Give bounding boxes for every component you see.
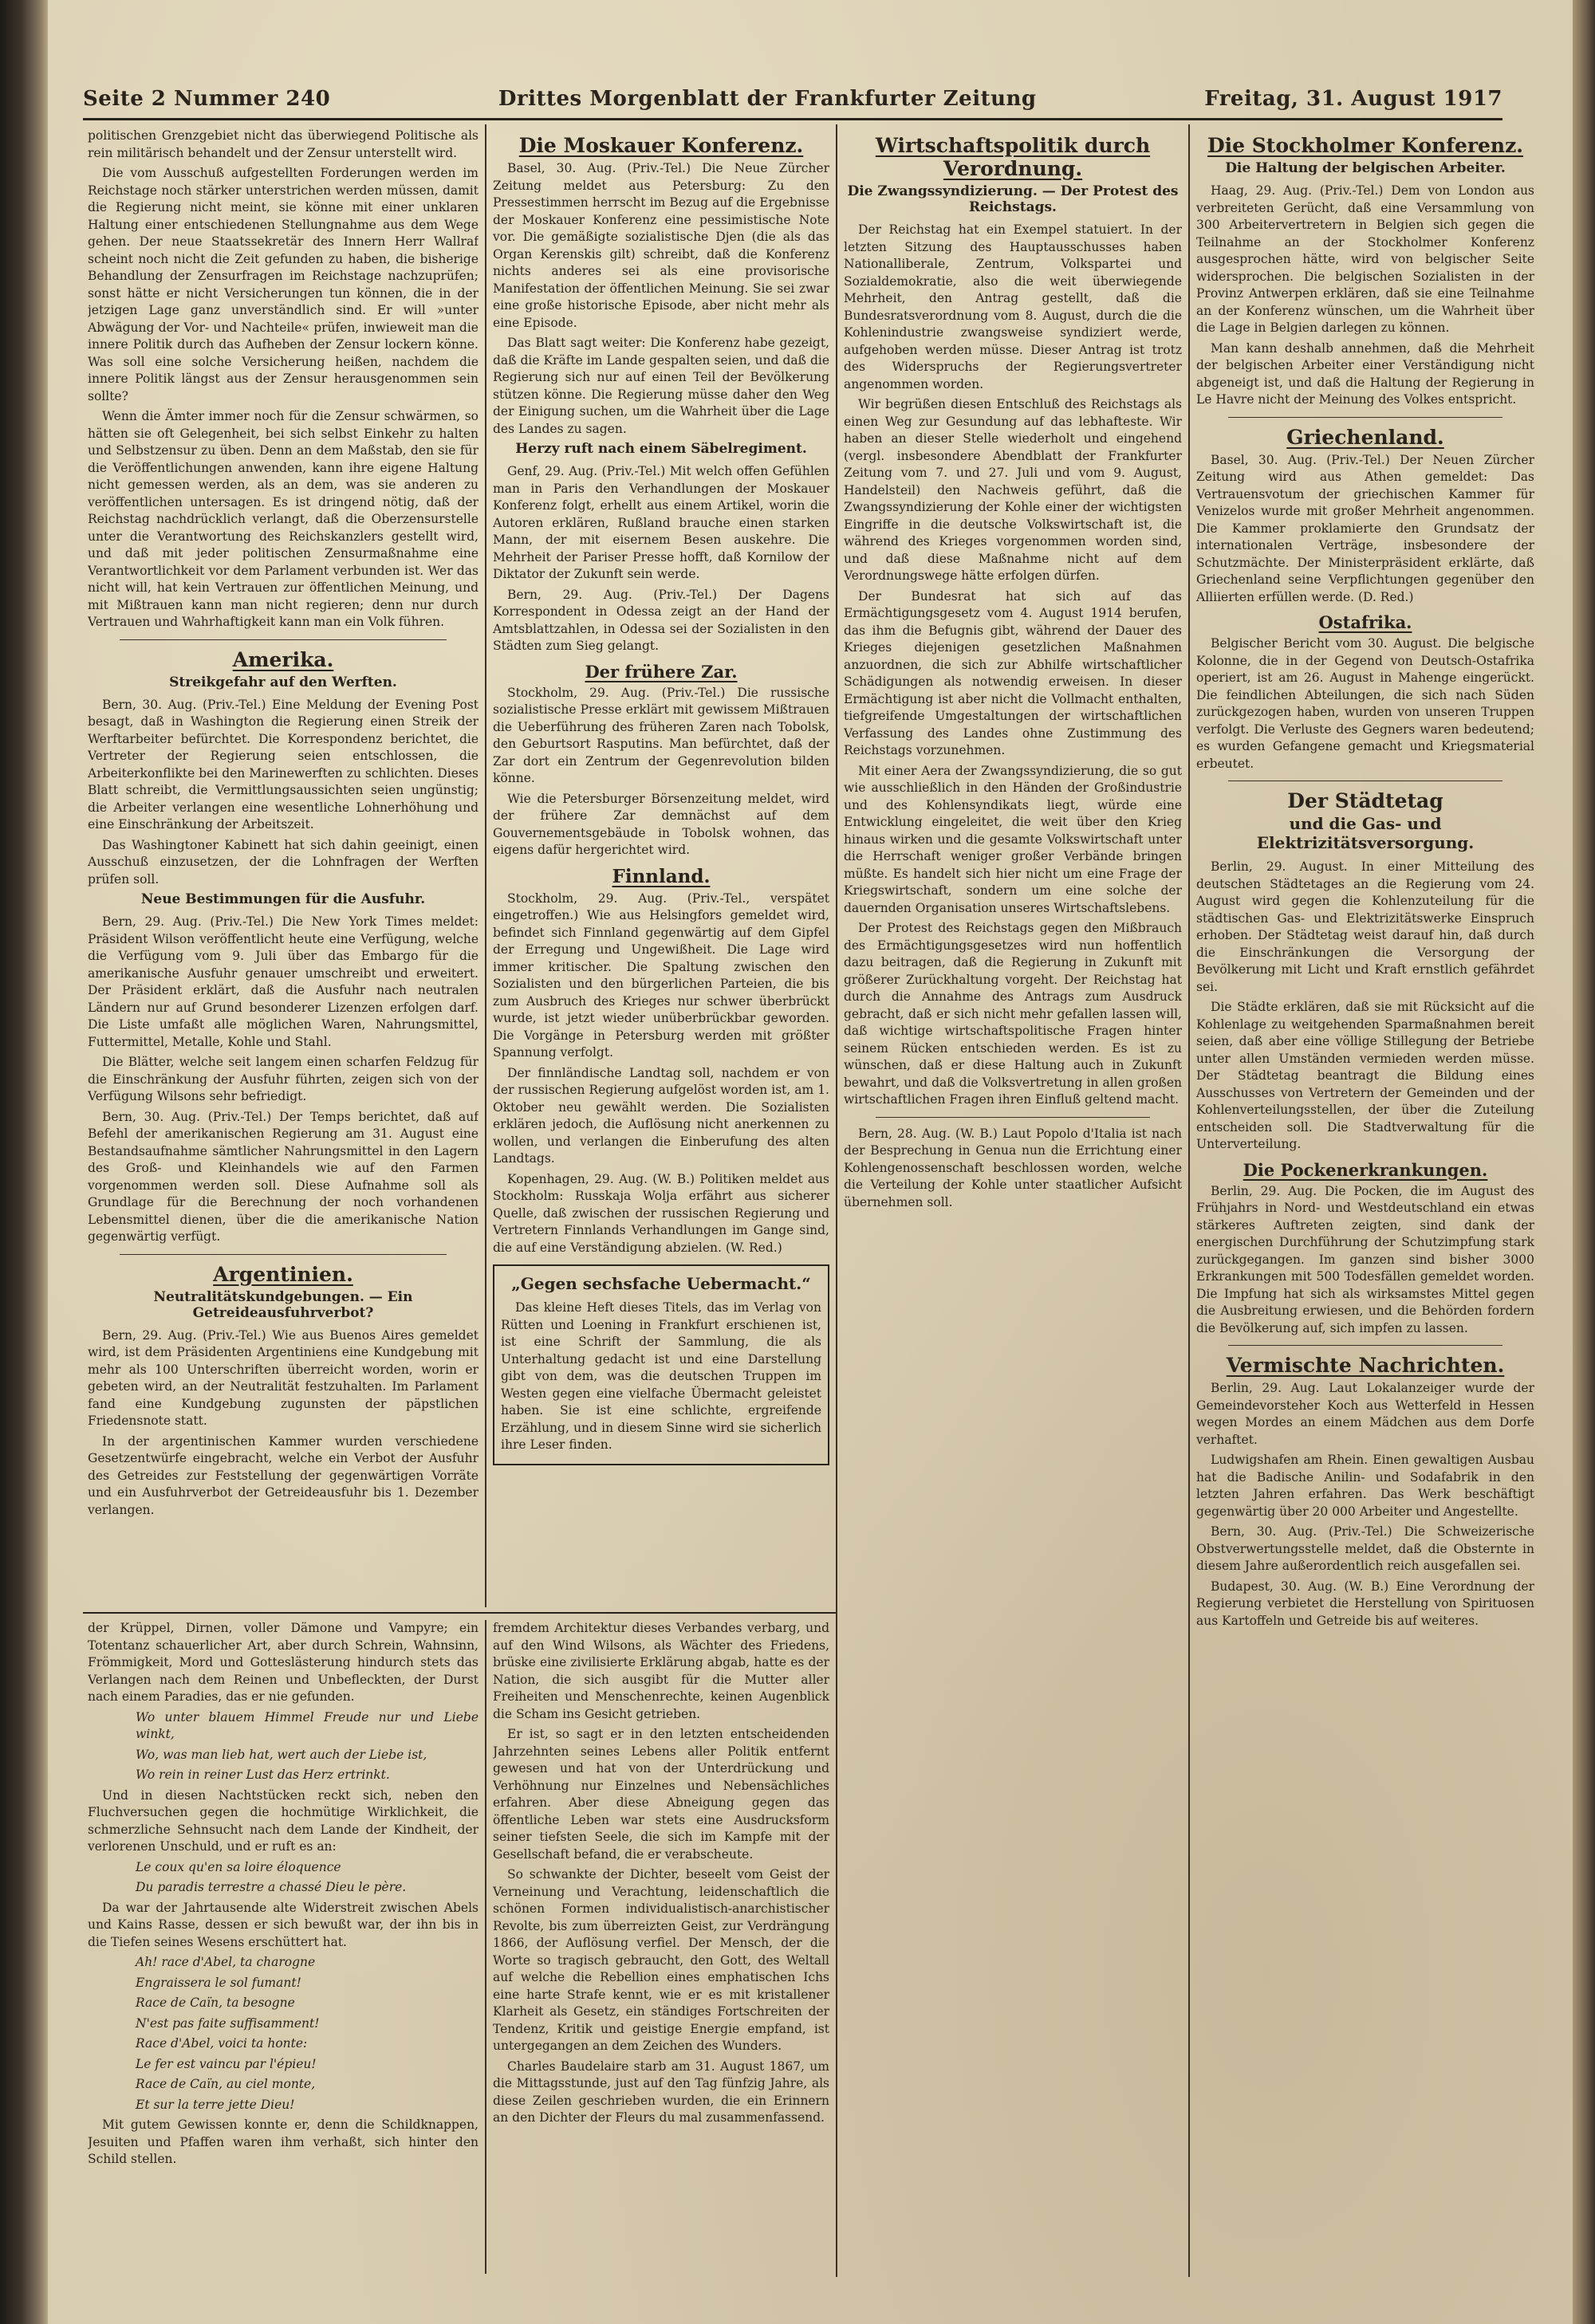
section-title-argentinien: Argentinien. (213, 1262, 353, 1286)
article-paragraph: Der Protest des Reichstags gegen den Mißbrauch des Ermächtigungsgesetzes wird nun hoffentlich dazu beitragen, daß die Regierung in Zukunft mit größerer Zurückhaltung vorgeht. Der Reichstag hat durch die Annahme des Antrags zum Ausdruck gebracht, daß er sich nicht mehr gefallen lassen will, daß wichtige wirtschaftspolitische Fragen hinter seinem Rücken entschieden werden. Es ist zu wünschen, daß er diese Haltung auch in Zukunft bewahrt, und daß die Volksvertretung in allen großen wirtschaftlichen Fragen ihren Einfluß geltend macht. (844, 921, 1182, 1107)
divider (1228, 1345, 1502, 1346)
header-rule (83, 118, 1502, 120)
article-paragraph: der Krüppel, Dirnen, voller Dämone und Vampyre; ein Totentanz schauerlicher Art, aber durch Schrein, Wahnsinn, Frömmigkeit, Mord und Gotteslästerung hindurch stets das Verlangen nach dem Reinen und Unbefleckten, der Durst nach einem Paradies, das er nie gefunden. (88, 1621, 478, 1704)
poem-line: Engraissera le sol fumant! (136, 1975, 301, 1990)
article-paragraph: Man kann deshalb annehmen, daß die Mehrheit der belgischen Arbeiter einer Verständigung nicht abgeneigt ist, und daß die Haltung der Regierung in Le Havre nicht der Meinung des Volkes entspricht. (1196, 340, 1534, 407)
article-paragraph: Die vom Ausschuß aufgestellten Forderungen werden im Reichstage noch stärker unterstrichen werden müssen, damit die Regierung nicht meint, sie könne mit einer unklaren Haltung einer entschiedenen Stellungnahme aus dem Wege gehen. Der neue Staatssekretär des Innern Herr Wallraf scheint noch nicht die Zeit gefunden zu haben, die bisherige Behandlung der Zensurfragen im Reichstage nachzuprüfen; sonst hätte er nicht Versicherungen tun können, die in der jetzigen Lage ganz unverständlich sind. Er will »unter Abwägung der Vor- und Nachteile« prüfen, inwieweit man die innere Politik durch das Aufheben der Zensur lockern könne. Was soll eine solche Versicherung heißen, nachdem die innere Politik längst aus der Zensur herausgenommen sein sollte? (88, 166, 478, 403)
column-rule (1188, 124, 1190, 2277)
subheading: Neue Bestimmungen für die Ausfuhr. (140, 891, 426, 907)
section-title-finnland: Finnland. (612, 865, 711, 887)
page-edge (1573, 0, 1595, 2324)
section-title-staedtetag: Der Städtetag (1287, 789, 1443, 812)
article-paragraph: Bern, 28. Aug. (W. B.) Laut Popolo d'Italia ist nach der Besprechung in Genua nun die Errichtung einer Kohlengenossenschaft beschlossen worden, welche die Verteilung der Kohle unter staatlicher Aufsicht übernehmen soll. (844, 1126, 1182, 1209)
divider (1228, 417, 1502, 418)
article-paragraph: Der finnländische Landtag soll, nachdem er von der russischen Regierung aufgelöst worden ist, am 1. Oktober neu gewählt werden. Die Sozialisten erklären jedoch, die Auflösung nicht anerkennen zu wollen, und verlangen die Einberufung des alten Landtags. (493, 1065, 829, 1166)
subheading: Die Haltung der belgischen Arbeiter. (1225, 160, 1506, 176)
newspaper-page (48, 0, 1573, 2324)
poem-line: Wo, was man lieb hat, wert auch der Liebe ist, (136, 1747, 427, 1762)
poem-block (88, 1859, 478, 1897)
article-paragraph: Bern, 29. Aug. (Priv.-Tel.) Die New York Times meldet: Präsident Wilson veröffentlicht heute eine Verfügung, welche die Verfügung vom 9. Juli über das Embargo für die amerikanische Ausfuhr genauer umschreibt und erweitert. Der Präsident erklärt, daß die Ausfuhr nach neutralen Ländern nur auf Grund besonderer Lizenzen erfolgen darf. Die Liste umfaßt alle möglichen Waren, Nahrungsmittel, Futtermittel, Metalle, Kohle und Stahl. (88, 914, 478, 1049)
poem-line: Le coux qu'en sa loire éloquence (136, 1859, 341, 1874)
poem-block (88, 1954, 478, 2114)
article-paragraph: So schwankte der Dichter, beseelt vom Geist der Verneinung und Verachtung, leidenschaftlich die schönen Formen individualistisch-anarchistischer Revolte, bis zum überreizten Geist, zur Verdrängung 1866, der Auflösung verfiel. Der Mensch, der die Worte so tragisch gebraucht, den Gott, des Weltall auf welche die Rebellion eines emphatischen Ichs eine harte Strafe kennt, wie er es mit kristallener Klarheit als Gesetz, ein ständiges Fortschreiten der Tendenz, Kritik und geistige Energie empfand, ist untergegangen an dem Zeichen des Wunders. (493, 1867, 829, 2053)
column-3 (844, 128, 1182, 2280)
article-paragraph: Und in diesen Nachtstücken reckt sich, neben den Fluchversuchen gegen die hochmütige Wirklichkeit, die schmerzliche Sehnsucht nach dem Lande der Kindheit, der verlorenen Unschuld, und er ruft es an: (88, 1787, 478, 1854)
article-paragraph: Belgischer Bericht vom 30. August. Die belgische Kolonne, die in der Gegend von Deutsch-Ostafrika operiert, ist am 26. August in Mahenge eingerückt. Die feindlichen Abteilungen, die sich nach Süden zurückgezogen haben, wurden von unseren Truppen verfolgt. Die Verluste des Gegners waren bedeutend; es wurden Gefangene gemacht und Kriegsmaterial erbeutet. (1196, 636, 1534, 771)
article-paragraph: Bern, 30. Aug. (Priv.-Tel.) Eine Meldung der Evening Post besagt, daß in Washington die Regierung einen Streik der Werftarbeiter befürchtet. Die Korrespondenz berichtet, die Vertreter der Regierung seien entschlossen, die Arbeiterkonflikte bei den Marinewerften zu schlichten. Dieses Blatt schreibt, die Vermittlungsaussichten seien ungünstig; die Arbeiter verlangen eine wesentliche Lohnerhöhung und eine Einschränkung der Arbeitszeit. (88, 697, 478, 832)
article-paragraph: Mit gutem Gewissen konnte er, denn die Schildknappen, Jesuiten und Pfaffen waren ihm verhaßt, sich hinter den Schild stellen. (88, 2118, 478, 2166)
article-paragraph: fremdem Architektur dieses Verbandes verbarg, und auf den Wind Wilsons, als Wächter des Friedens, brüske eine zivilisierte Erklärung abgab, hatte es der Nation, die sich ausgibt für die Mutter aller Freiheiten und Menschenrechte, keinen Augenblick die Scham ins Gesicht getrieben. (493, 1621, 829, 1721)
article-paragraph: Stockholm, 29. Aug. (Priv.-Tel.) Die russische sozialistische Presse erklärt mit gewissem Mißtrauen die Ueberführung des früheren Zaren nach Tobolsk, den Geburtsort Rasputins. Man befürchtet, daß der Zar dort ein Zentrum der Gegenrevolution bilden könne. (493, 685, 829, 785)
article-paragraph: Charles Baudelaire starb am 31. August 1867, um die Mittagsstunde, just auf den Tag fünfzig Jahre, als diese Zeilen geschrieben wurden, die ein Erinnern an den Dichter der Fleurs du mal zusammenfassend. (493, 2059, 829, 2125)
article-paragraph: Die Blätter, welche seit langem einen scharfen Feldzug für die Einschränkung der Ausfuhr führten, zeigen sich von der Verfügung Wilsons sehr befriedigt. (88, 1055, 478, 1103)
page-header (83, 83, 1502, 115)
article-paragraph: Haag, 29. Aug. (Priv.-Tel.) Dem von London aus verbreiteten Gerücht, daß eine Versammlung von 300 Arbeitervertretern in Belgien sich gegen die Teilnahme an der Stockholmer Konferenz ausgesprochen hätte, wird von belgischer Seite widersprochen. Die belgischen Sozialisten in der Provinz Antwerpen erklären, daß sie eine Teilnahme an der Konferenz wünschen, um die Wahrheit über die Lage in Belgien darlegen zu können. (1196, 183, 1534, 335)
article-paragraph: Genf, 29. Aug. (Priv.-Tel.) Mit welch offen Gefühlen man in Paris den Verhandlungen der Moskauer Konferenz folgt, erhellt aus einem Artikel, worin die Autoren erklären, Rußland brauche einen starken Mann, der mit eisernem Besen auskehre. Die Mehrheit der Pariser Presse hofft, daß Kornilow der Diktator der Zukunft sein werde. (493, 464, 829, 581)
subheading: Streikgefahr auf den Werften. (169, 674, 397, 690)
article-paragraph: Bern, 30. Aug. (Priv.-Tel.) Der Temps berichtet, daß auf Befehl der amerikanischen Regierung am 31. August eine Bestandsaufnahme sämtlicher Nahrungsmittel in den Lagern des Groß- und Kleinhandels wie auf den Farmen vorgenommen werden soll. Diese Aufnahme soll als Grundlage für die Berechnung der noch vorhandenen Lebensmittel dienen, über die die amerikanische Nation gegenwärtig verfügt. (88, 1109, 478, 1244)
article-paragraph: Bern, 30. Aug. (Priv.-Tel.) Die Schweizerische Obstverwertungsstelle meldet, daß die Obsternte in diesem Jahre außerordentlich reich ausgefallen sei. (1196, 1524, 1534, 1573)
article-paragraph: Das Washingtoner Kabinett hat sich dahin geeinigt, einen Ausschuß einzusetzen, der die Lohnfragen der Werften prüfen soll. (88, 837, 478, 887)
column-1 (88, 128, 478, 1606)
column-4 (1196, 128, 1534, 2280)
article-paragraph: Da war der Jahrtausende alte Widerstreit zwischen Abels und Kains Rasse, dessen er sich bewußt war, der ihn bis in die Tiefen seines Wesens erschüttert hat. (88, 1900, 478, 1949)
divider (120, 1254, 447, 1255)
section-title-moskauer: Die Moskauer Konferenz. (518, 134, 804, 157)
feuilleton-left (88, 1620, 478, 2282)
poem-line: Et sur la terre jette Dieu! (136, 2097, 295, 2112)
column-rule (836, 124, 837, 2277)
article-paragraph: Der Bundesrat hat sich auf das Ermächtigungsgesetz vom 4. August 1914 berufen, das ihm die Befugnis gibt, während der Dauer des Krieges diejenigen gesetzlichen Maßnahmen anzuordnen, die sich zur Abhilfe wirtschaftlicher Schädigungen als notwendig erweisen. In dieser Ermächtigung ist aber nicht die Vollmacht enthalten, tiefgreifende Umgestaltungen der wirtschaftlichen Verfassung des Landes ohne Zustimmung des Reichstags vorzunehmen. (844, 588, 1182, 757)
poem-line: N'est pas faite suffisamment! (136, 2015, 320, 2031)
review-box (493, 1264, 829, 1465)
article-paragraph: Stockholm, 29. Aug. (Priv.-Tel., verspätet eingetroffen.) Wie aus Helsingfors gemeldet wird, befindet sich Finnland gegenwärtig auf dem Gipfel der Erregung und Ungewißheit. Die Lage wird immer kritischer. Die Spaltung zwischen den Sozialisten und den bürgerlichen Parteien, die bis zum Ausbruch des Krieges nur schwer überbrückt wurde, ist jetzt wieder unüberbrückbar geworden. Die Vorgänge in Petersburg werden mit größter Spannung verfolgt. (493, 891, 829, 1060)
poem-line: Ah! race d'Abel, ta charogne (136, 1955, 316, 1969)
column-2 (493, 128, 829, 1606)
article-paragraph: Er ist, so sagt er in den letzten entscheidenden Jahrzehnten seines Lebens aller Politik entfernt gewesen und hat von der Unterdrückung und Verhöhnung nur Einzelnes und Nebensächliches erfahren. Aber diese Abneigung gegen das öffentliche Leben war stets eine Ausdrucksform seiner tiefsten Seele, die sich im Kampfe mit der Gesellschaft befand, die er verabscheute. (493, 1727, 829, 1862)
article-paragraph: Mit einer Aera der Zwangssyndizierung, die so gut wie ausschließlich in den Händen der Großindustrie und des Kohlensyndikats liegt, würde eine Entwicklung eingeleitet, die weit über den Krieg hinaus wirken und die gesamte Volkswirtschaft unter die Herrschaft weniger großer Verbände bringen müßte. Es handelt sich hier nicht um eine Frage der Kriegswirtschaft, sondern um eine solche der dauernden Organisation unseres Wirtschaftslebens. (844, 763, 1182, 915)
article-paragraph: Ludwigshafen am Rhein. Einen gewaltigen Ausbau hat die Badische Anilin- und Sodafabrik in den letzten Jahren erfahren. Das Werk beschäftigt gegenwärtig über 20 000 Arbeiter und Angestellte. (1196, 1453, 1534, 1519)
header-date: Freitag, 31. August 1917 (1204, 87, 1502, 111)
poem-line: Wo rein in reiner Lust das Herz ertrinkt. (136, 1768, 390, 1782)
section-title-pocken: Die Pockenerkrankungen. (1243, 1159, 1488, 1180)
article-paragraph: Bern, 29. Aug. (Priv.-Tel.) Der Dagens Korrespondent in Odessa zeigt an der Hand der Amtsblattzahlen, in Odessa sei der Sozialisten in den Städten zum Sieg gelangt. (493, 587, 829, 653)
article-paragraph: In der argentinischen Kammer wurden verschiedene Gesetzentwürfe eingebracht, welche ein Verbot der Ausfuhr des Getreides zur Feststellung der gegenwärtigen Vorräte und ein Ausfuhrverbot der Getreideausfuhr bis 1. Dezember verlangen. (88, 1433, 478, 1517)
poem-line: Race d'Abel, voici ta honte: (136, 2036, 308, 2051)
section-title-zar: Der frühere Zar. (585, 661, 738, 682)
article-paragraph: Budapest, 30. Aug. (W. B.) Eine Verordnung der Regierung verbietet die Herstellung von Spirituosen aus Kartoffeln und Getreide bis auf weiteres. (1196, 1579, 1534, 1628)
feuilleton-rule (83, 1612, 836, 1614)
article-paragraph: Berlin, 29. August. In einer Mitteilung des deutschen Städtetages an die Regierung vom 24. August wird gegen die Kohlenzuteilung für die städtischen Gas- und Elektrizitätswerke Einspruch erhoben. Der Städtetag weist darauf hin, daß durch die Einschränkungen die Versorgung der Bevölkerung mit Licht und Kraft ernstlich gefährdet sei. (1196, 859, 1534, 994)
poem-line: Wo unter blauem Himmel Freude nur und Liebe winkt, (136, 1709, 478, 1741)
article-paragraph: Berlin, 29. Aug. Laut Lokalanzeiger wurde der Gemeindevorsteher Koch aus Wetterfeld in Hessen wegen Mordes an einem Mädchen aus dem Dorfe verhaftet. (1196, 1381, 1534, 1447)
column-rule (485, 1620, 486, 2274)
section-title-stockholmer: Die Stockholmer Konferenz. (1207, 134, 1524, 157)
review-title: „Gegen sechsfache Uebermacht.“ (511, 1274, 811, 1293)
divider (120, 639, 447, 640)
article-paragraph: Der Reichstag hat ein Exempel statuiert. In der letzten Sitzung des Hauptausschusses haben Nationalliberale, Zentrum, Volkspartei und Sozialdemokratie, also die weit überwiegende Mehrheit, den Antrag gestellt, daß die Bundesratsverordnung vom 8. August, durch die die Kohlenindustrie zwangsweise syndiziert werde, aufgehoben werden müsse. Dieser Antrag ist trotz des Widerspruchs der Regierungsvertreter angenommen worden. (844, 222, 1182, 391)
subheading: Die Zwangssyndizierung. — Der Protest des Reichstags. (847, 183, 1179, 215)
binding-spine (0, 0, 48, 2324)
poem-line: Race de Caïn, ta besogne (136, 1996, 295, 2010)
section-title-griechenland: Griechenland. (1286, 425, 1444, 449)
article-paragraph: Das Blatt sagt weiter: Die Konferenz habe gezeigt, daß die Kräfte im Lande gespalten seien, und daß die Regierung sich nur auf einen Teil der Bevölkerung stützen könne. Die Regierung müsse daher den Weg der Einigung suchen, um die Wahrheit über die Lage des Landes zu sagen. (493, 336, 829, 436)
article-paragraph: Basel, 30. Aug. (Priv.-Tel.) Der Neuen Zürcher Zeitung wird aus Athen gemeldet: Das Vertrauensvotum der griechischen Kammer für Venizelos wurde mit großer Mehrheit angenommen. Die Kammer proklamierte den Grundsatz der internationalen Verträge, insbesondere der Schutzmächte. Der Ministerpräsident erklärte, daß Griechenland seine Verpflichtungen gegenüber den Alliierten erfüllen werde. (D. Red.) (1196, 452, 1534, 604)
article-paragraph: politischen Grenzgebiet nicht das überwiegend Politische als rein militärisch behandelt und der Zensur unterstellt wird. (88, 128, 478, 160)
poem-line: Le fer est vaincu par l'épieu! (136, 2056, 317, 2071)
review-text: Das kleine Heft dieses Titels, das im Verlag von Rütten und Loening in Frankfurt erschienen ist, ist eine Schrift der Sammlung, die als Unterhaltung gedacht ist und eine Darstellung gibt von dem, was die deutschen Truppen im Westen gegen eine vielfache Übermacht geleistet haben. Sie ist eine schlichte, ergreifende Erzählung, und in diesem Sinne wird sie sicherlich ihre Leser finden. (501, 1300, 821, 1452)
section-title-wirtschaftspolitik: Wirtschaftspolitik durch Verordnung. (875, 134, 1151, 180)
section-title-ostafrika: Ostafrika. (1318, 612, 1412, 632)
column-rule (485, 124, 486, 1607)
poem-line: Du paradis terrestre a chassé Dieu le père. (136, 1880, 407, 1894)
feuilleton-middle (493, 1620, 829, 2282)
subheading: Herzy ruft nach einem Säbelregiment. (515, 441, 807, 457)
header-page-number: Seite 2 Nummer 240 (83, 87, 331, 111)
article-paragraph: Wie die Petersburger Börsenzeitung meldet, wird der frühere Zar demnächst auf dem Gouvernementsgebäude in Tobolsk wohnen, das eigens dafür hergerichtet wird. (493, 791, 829, 857)
article-paragraph: Kopenhagen, 29. Aug. (W. B.) Politiken meldet aus Stockholm: Russkaja Wolja erfährt aus sicherer Quelle, daß zwischen der russischen Regierung und Vertretern Finnlands Verhandlungen im Gange sind, die auf eine Verständigung abzielen. (W. Red.) (493, 1171, 829, 1255)
article-paragraph: Die Städte erklären, daß sie mit Rücksicht auf die Kohlenlage zu weitgehenden Sparmaßnahmen bereit seien, daß aber eine völlige Stillegung der Betriebe unter allen Umständen vermieden werden müsse. Der Städtetag beantragt die Bildung eines Ausschusses von Vertretern der Gemeinden und der Kohlenverteilungsstellen, der über die Zuteilung entscheiden soll. Die Stadtverwaltung für die Unterverteilung. (1196, 1000, 1534, 1151)
article-paragraph: Wir begrüßen diesen Entschluß des Reichstags als einen Weg zur Gesundung auf das lebhafteste. Wir haben an dieser Stelle wiederholt und eingehend (vergl. insbesondere Abendblatt der Frankfurter Zeitung vom 7. und 27. Juli und vom 9. August, Handelsteil) den Nachweis geführt, daß die Zwangssyndizierung der Kohle einer der wichtigsten Eingriffe in die deutsche Volkswirtschaft ist, die während des Krieges vorgenommen worden sind, und daß diese Maßnahme nicht auf dem Verordnungswege hätte erfolgen dürfen. (844, 397, 1182, 583)
subheading: Neutralitätskundgebungen. — Ein Getreideausfuhrverbot? (153, 1288, 413, 1321)
article-paragraph: Basel, 30. Aug. (Priv.-Tel.) Die Neue Zürcher Zeitung meldet aus Petersburg: Zu den Pressestimmen herrscht im Bezug auf die Ergebnisse der Moskauer Konferenz eine pessimistische Note vor. Die gemäßigte sozialistische Djen (die als das Organ Kerenskis gilt) schreibt, daß die Konferenz nichts anderes sei als eine provisorische Manifestation der öffentlichen Meinung. Sie sei zwar eine große historische Episode, aber nicht mehr als eine Episode. (493, 161, 829, 330)
poem-block (88, 1709, 478, 1784)
header-masthead: Drittes Morgenblatt der Frankfurter Zeitung (498, 87, 1037, 111)
poem-line: Race de Caïn, au ciel monte, (136, 2077, 316, 2091)
subheading: und die Gas- und Elektrizitätsversorgung. (1256, 814, 1475, 852)
article-paragraph: Wenn die Ämter immer noch für die Zensur schwärmen, so hätten sie oft Gelegenheit, bei sich selbst Einkehr zu halten und Selbstzensur zu üben. Denn an dem Maßstab, den sie für die Veröffentlichungen anwenden, kann ihre eigene Haltung nicht gemessen werden, als an dem, was sie anderen zu veröffentlichen untersagen. Es ist dringend nötig, daß der Reichstag nachdrücklich verlangt, daß die Oberzensurstelle unter die Verantwortung des Reichskanzlers gestellt wird, und daß mit jeder politischen Zensurmaßnahme eine Verantwortlichkeit vor dem Parlament verbunden ist. Wer das nicht will, hat kein Vertrauen zur öffentlichen Meinung, und mit Mißtrauen kann man nicht regieren; denn nur durch Vertrauen und Wahrhaftigkeit kann man ein Volk führen. (88, 409, 478, 629)
section-title-vermischte: Vermischte Nachrichten. (1226, 1354, 1505, 1377)
divider (876, 1117, 1150, 1118)
article-paragraph: Bern, 29. Aug. (Priv.-Tel.) Wie aus Buenos Aires gemeldet wird, ist dem Präsidenten Argentiniens eine Kundgebung mit mehr als 100 Unterschriften überreicht worden, worin er gebeten wird, an der Neutralität festzuhalten. Im Parlament fand eine Kundgebung zugunsten der päpstlichen Friedensnote statt. (88, 1327, 478, 1428)
article-paragraph: Berlin, 29. Aug. Die Pocken, die im August des Frühjahrs in Nord- und Westdeutschland ein etwas stärkeres Auftreten zeigten, sind dank der energischen Durchführung der Schutzimpfung stark zurückgegangen. Im ganzen sind bisher 3000 Erkrankungen mit 500 Todesfällen gemeldet worden. Die Impfung hat sich als wirksamstes Mittel gegen die Ausbreitung erwiesen, und die Behörden fordern die Bevölkerung auf, sich impfen zu lassen. (1196, 1183, 1534, 1335)
section-title-amerika: Amerika. (232, 647, 334, 671)
